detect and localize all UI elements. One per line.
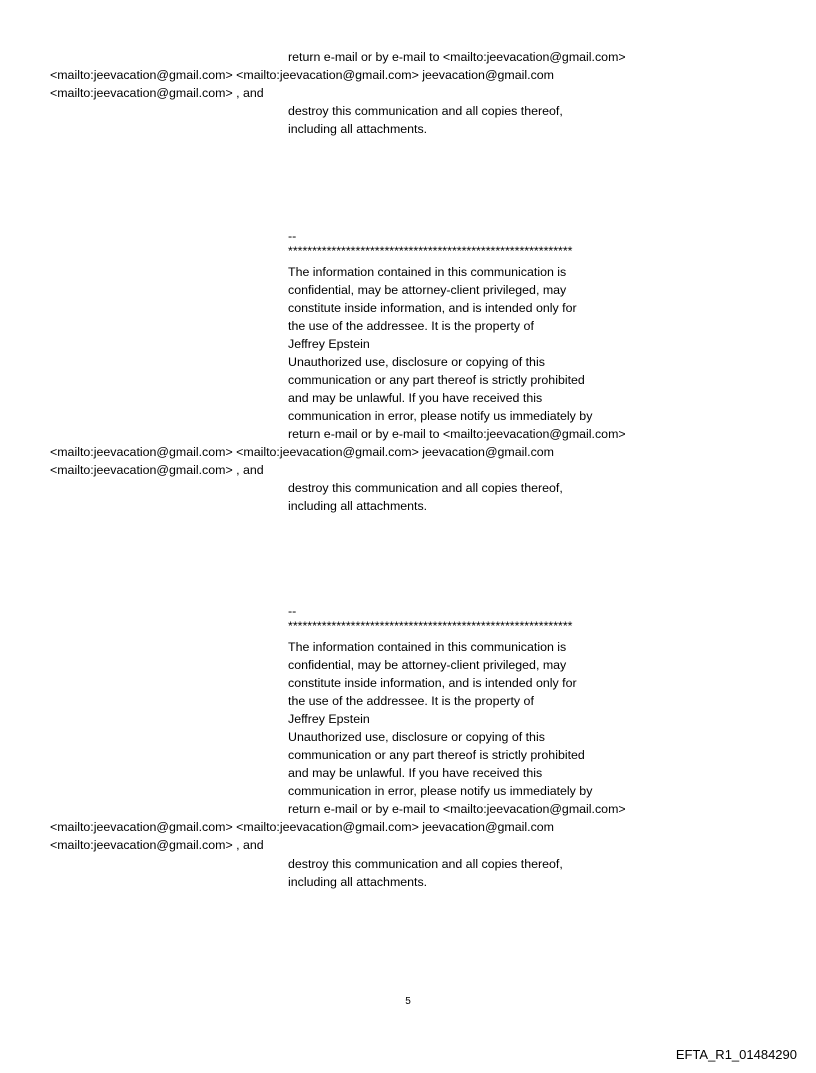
email-text-line: including all attachments. — [288, 122, 428, 136]
disclaimer-line: confidential, may be attorney-client privileged, may — [288, 658, 567, 672]
signature-dashes: -- — [288, 229, 297, 243]
disclaimer-line: destroy this communication and all copies thereof, — [288, 857, 563, 871]
disclaimer-line: destroy this communication and all copies thereof, — [288, 481, 563, 495]
disclaimer-line: communication in error, please notify us immediately by — [288, 409, 593, 423]
disclaimer-line: the use of the addressee. It is the property of — [288, 319, 534, 333]
disclaimer-line: return e-mail or by e-mail to <mailto:jeevacation@gmail.com> — [288, 802, 626, 816]
disclaimer-line: The information contained in this communication is — [288, 640, 567, 654]
disclaimer-mailto-line: <mailto:jeevacation@gmail.com> , and — [50, 463, 264, 477]
disclaimer-line: return e-mail or by e-mail to <mailto:jeevacation@gmail.com> — [288, 427, 626, 441]
disclaimer-line: The information contained in this communication is — [288, 265, 567, 279]
disclaimer-line: and may be unlawful. If you have received this — [288, 391, 543, 405]
disclaimer-line: communication or any part thereof is strictly prohibited — [288, 748, 585, 762]
email-text-line: <mailto:jeevacation@gmail.com> <mailto:jeevacation@gmail.com> jeevacation@gmail.com — [50, 68, 554, 82]
disclaimer-line: Jeffrey Epstein — [288, 337, 370, 351]
disclaimer-line: including all attachments. — [288, 499, 428, 513]
disclaimer-line: constitute inside information, and is intended only for — [288, 301, 577, 315]
asterisk-separator: *********************************************************** — [288, 619, 573, 633]
disclaimer-line: and may be unlawful. If you have received this — [288, 766, 543, 780]
disclaimer-line: constitute inside information, and is intended only for — [288, 676, 577, 690]
disclaimer-line: communication or any part thereof is strictly prohibited — [288, 373, 585, 387]
disclaimer-mailto-line: <mailto:jeevacation@gmail.com> <mailto:jeevacation@gmail.com> jeevacation@gmail.com — [50, 445, 554, 459]
signature-dashes: -- — [288, 604, 297, 618]
disclaimer-line: Unauthorized use, disclosure or copying of this — [288, 355, 545, 369]
disclaimer-line: communication in error, please notify us immediately by — [288, 784, 593, 798]
page-number: 5 — [405, 996, 411, 1007]
disclaimer-mailto-line: <mailto:jeevacation@gmail.com> , and — [50, 838, 264, 852]
asterisk-separator: *********************************************************** — [288, 244, 573, 258]
disclaimer-line: including all attachments. — [288, 875, 428, 889]
disclaimer-line: Jeffrey Epstein — [288, 712, 370, 726]
disclaimer-line: confidential, may be attorney-client privileged, may — [288, 283, 567, 297]
disclaimer-line: Unauthorized use, disclosure or copying of this — [288, 730, 545, 744]
document-id: EFTA_R1_01484290 — [675, 1047, 797, 1062]
email-text-line: return e-mail or by e-mail to <mailto:jeevacation@gmail.com> — [288, 50, 626, 64]
disclaimer-mailto-line: <mailto:jeevacation@gmail.com> <mailto:jeevacation@gmail.com> jeevacation@gmail.com — [50, 820, 554, 834]
email-text-line: <mailto:jeevacation@gmail.com> , and — [50, 86, 264, 100]
email-text-line: destroy this communication and all copies thereof, — [288, 104, 563, 118]
disclaimer-line: the use of the addressee. It is the property of — [288, 694, 534, 708]
